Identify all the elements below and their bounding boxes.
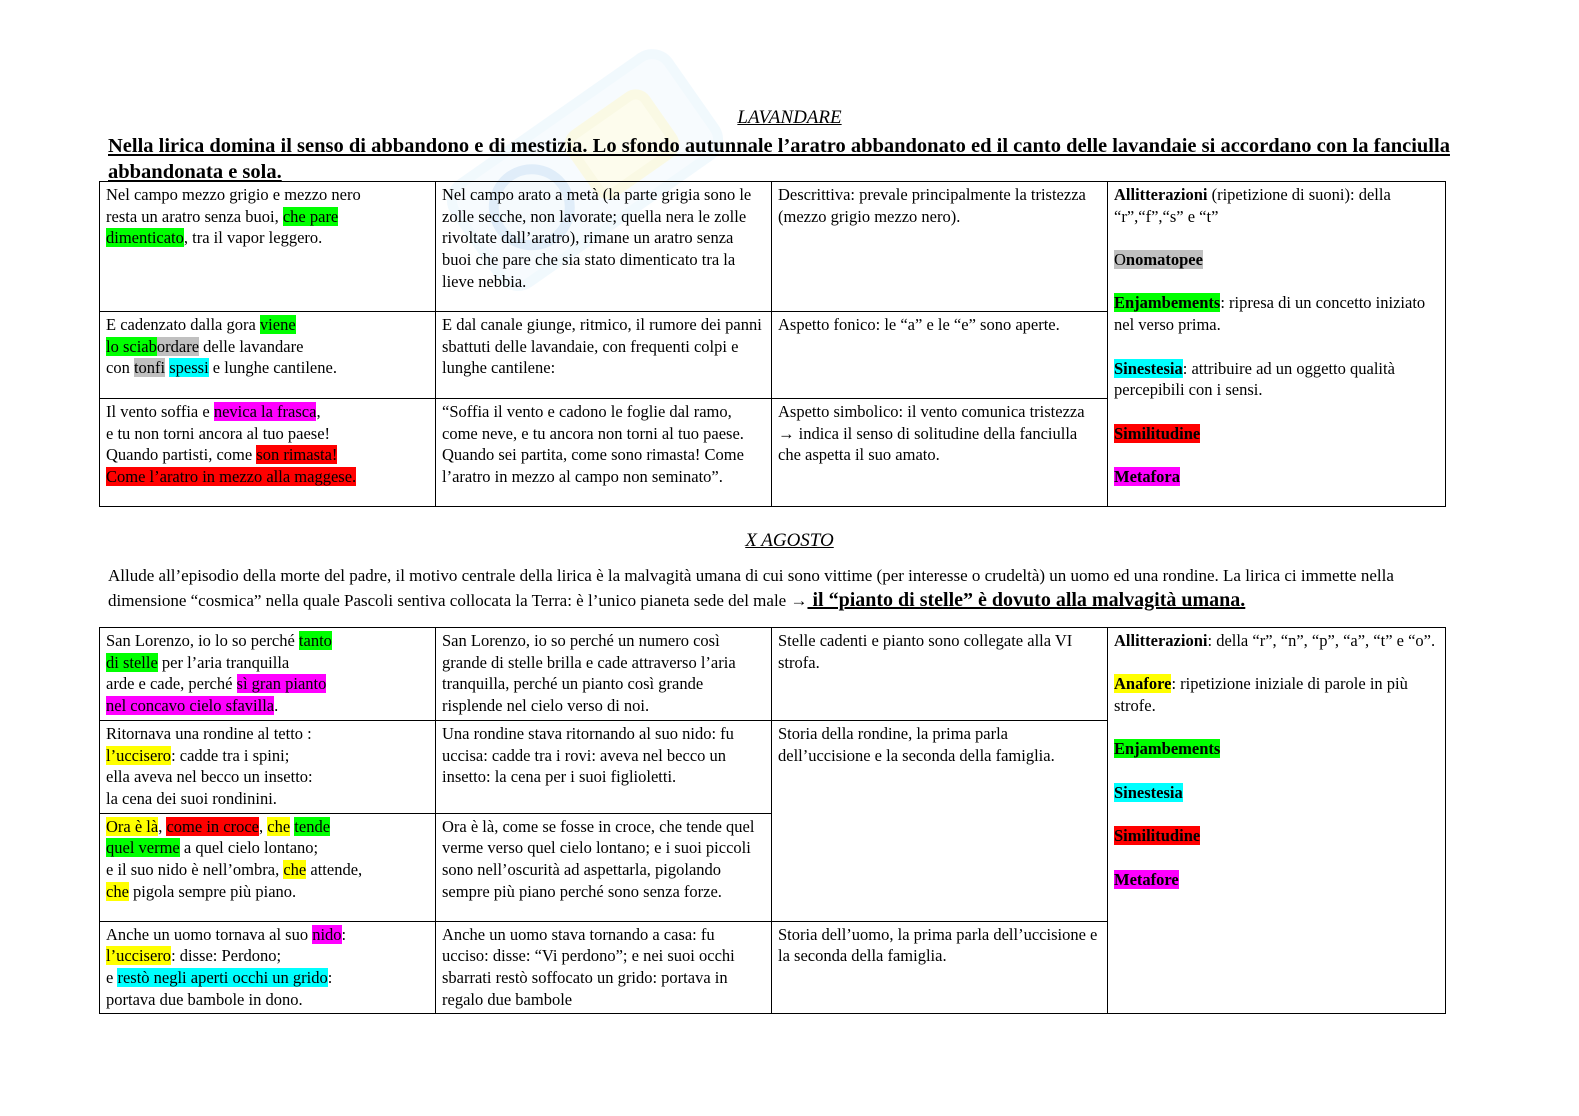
verse-cell: Anche un uomo tornava al suo nido: l’uccisero: disse: Perdono; e restò negli aperti occhi un grido: portava due bambole in dono. <box>100 921 436 1014</box>
analysis-cell: Descrittiva: prevale principalmente la tristezza (mezzo grigio mezzo nero). <box>772 182 1108 312</box>
analysis-table-lavandare <box>99 181 1446 507</box>
verse-cell: Ora è là, come in croce, che tende quel verme a quel cielo lontano; e il suo nido è nell’ombra, che attende, che pigola sempre più piano. <box>100 813 436 921</box>
section-title-lavandare: LAVANDARE <box>737 107 842 128</box>
verse-cell: Ritornava una rondine al tetto : l’uccisero: cadde tra i spini; ella aveva nel becco un insetto: la cena dei suoi rondinini. <box>100 720 436 813</box>
analysis-cell: Aspetto simbolico: il vento comunica tristezza → indica il senso di solitudine della fanciulla che aspetta il suo amato. <box>772 399 1108 507</box>
legend-metafore: Metafore <box>1114 869 1179 889</box>
analysis-cell: Stelle cadenti e pianto sono collegate alla VI strofa. <box>772 628 1108 721</box>
section-intro-x-agosto: Allude all’episodio della morte del padre, il motivo centrale della lirica è la malvagità umana di cui sono vittime (per interesse o crudeltà) un uomo ed una rondine. La lirica ci immette nella dimensione “cosmica” nella quale Pascoli sentiva collocata la Terra: è l’unico pianeta sede del male → il “pianto di stelle” è dovuto alla malvagità umana. <box>108 566 1394 611</box>
section-intro-lavandare: Nella lirica domina il senso di abbandono e di mestizia. Lo sfondo autunnale l’aratro abbandonato ed il canto delle lavandaie si accordano con la fanciulla abbandonata e sola. <box>108 135 1450 183</box>
legend-anafore: Anafore <box>1114 674 1172 694</box>
verse-cell: San Lorenzo, io lo so perché tanto di stelle per l’aria tranquilla arde e cade, perché sì gran pianto nel concavo cielo sfavilla. <box>100 628 436 721</box>
legend-onomatopee: Onomatopee <box>1114 250 1203 270</box>
verse-cell: Il vento soffia e nevica la frasca, e tu non torni ancora al tuo paese! Quando partisti, come son rimasta! Come l’aratro in mezzo alla maggese. <box>100 399 436 507</box>
figures-legend-cell: Allitterazioni (ripetizione di suoni): della “r”,“f”,“s” e “t” Onomatopee Enjambements: ripresa di un concetto iniziato nel verso prima. Sinestesia: attribuire ad un oggetto qualità percepibili con i sensi. Similitudine Metafora <box>1108 182 1446 507</box>
analysis-table-x-agosto <box>99 627 1446 1014</box>
legend-sinestesia: Sinestesia <box>1114 358 1183 378</box>
paraphrase-cell: Anche un uomo stava tornando a casa: fu ucciso: disse: “Vi perdono”; e nei suoi occhi sbarrati restò soffocato un grido: portava in regalo due bambole <box>436 921 772 1014</box>
legend-metafora: Metafora <box>1114 467 1180 487</box>
arrow-right-icon: → <box>778 423 795 443</box>
table-row <box>100 628 1446 721</box>
analysis-cell: Storia dell’uomo, la prima parla dell’uccisione e la seconda della famiglia. <box>772 921 1108 1014</box>
paraphrase-cell: Una rondine stava ritornando al suo nido: fu uccisa: cadde tra i rovi: aveva nel becco un insetto: la cena per i suoi figlioletti. <box>436 720 772 813</box>
paraphrase-cell: San Lorenzo, io so perché un numero così grande di stelle brilla e cade attraverso l’aria tranquilla, perché un pianto così grande risplende nel cielo verso di noi. <box>436 628 772 721</box>
section-title-x-agosto: X AGOSTO <box>745 530 834 551</box>
legend-enjambements: Enjambements <box>1114 293 1221 313</box>
legend-sinestesia: Sinestesia <box>1114 782 1183 802</box>
analysis-cell: Storia della rondine, la prima parla dell’uccisione e la seconda della famiglia. <box>772 720 1108 921</box>
analysis-cell: Aspetto fonico: le “a” e le “e” sono aperte. <box>772 312 1108 399</box>
paraphrase-cell: Nel campo arato a metà (la parte grigia sono le zolle secche, non lavorate; quella nera le zolle rivoltate dall’aratro), rimane un aratro senza buoi che pare che sia stato dimenticato tra la lieve nebbia. <box>436 182 772 312</box>
arrow-right-icon: → <box>790 591 808 610</box>
legend-similitudine: Similitudine <box>1114 423 1201 443</box>
figures-legend-cell: Allitterazioni: della “r”, “n”, “p”, “a”, “t” e “o”. Anafore: ripetizione iniziale di parole in più strofe. Enjambements Sinestesia Similitudine Metafore <box>1108 628 1446 1014</box>
legend-enjambements: Enjambements <box>1114 739 1221 759</box>
paraphrase-cell: Ora è là, come se fosse in croce, che tende quel verme verso quel cielo lontano; e i suoi piccoli sono nell’oscurità ad aspettarla, pigolando sempre più piano perché sono senza forze. <box>436 813 772 921</box>
paraphrase-cell: “Soffia il vento e cadono le foglie dal ramo, come neve, e tu ancora non torni al tuo paese. Quando sei partita, come sono rimasta! Come l’aratro in mezzo al campo non seminato”. <box>436 399 772 507</box>
paraphrase-cell: E dal canale giunge, ritmico, il rumore dei panni sbattuti delle lavandaie, con frequenti colpi e lunghe cantilene: <box>436 312 772 399</box>
verse-cell: Nel campo mezzo grigio e mezzo nero resta un aratro senza buoi, che pare dimenticato, tra il vapor leggero. <box>100 182 436 312</box>
legend-similitudine: Similitudine <box>1114 826 1201 846</box>
table-row <box>100 182 1446 312</box>
verse-cell: E cadenzato dalla gora viene lo sciabordare delle lavandare con tonfi spessi e lunghe cantilene. <box>100 312 436 399</box>
